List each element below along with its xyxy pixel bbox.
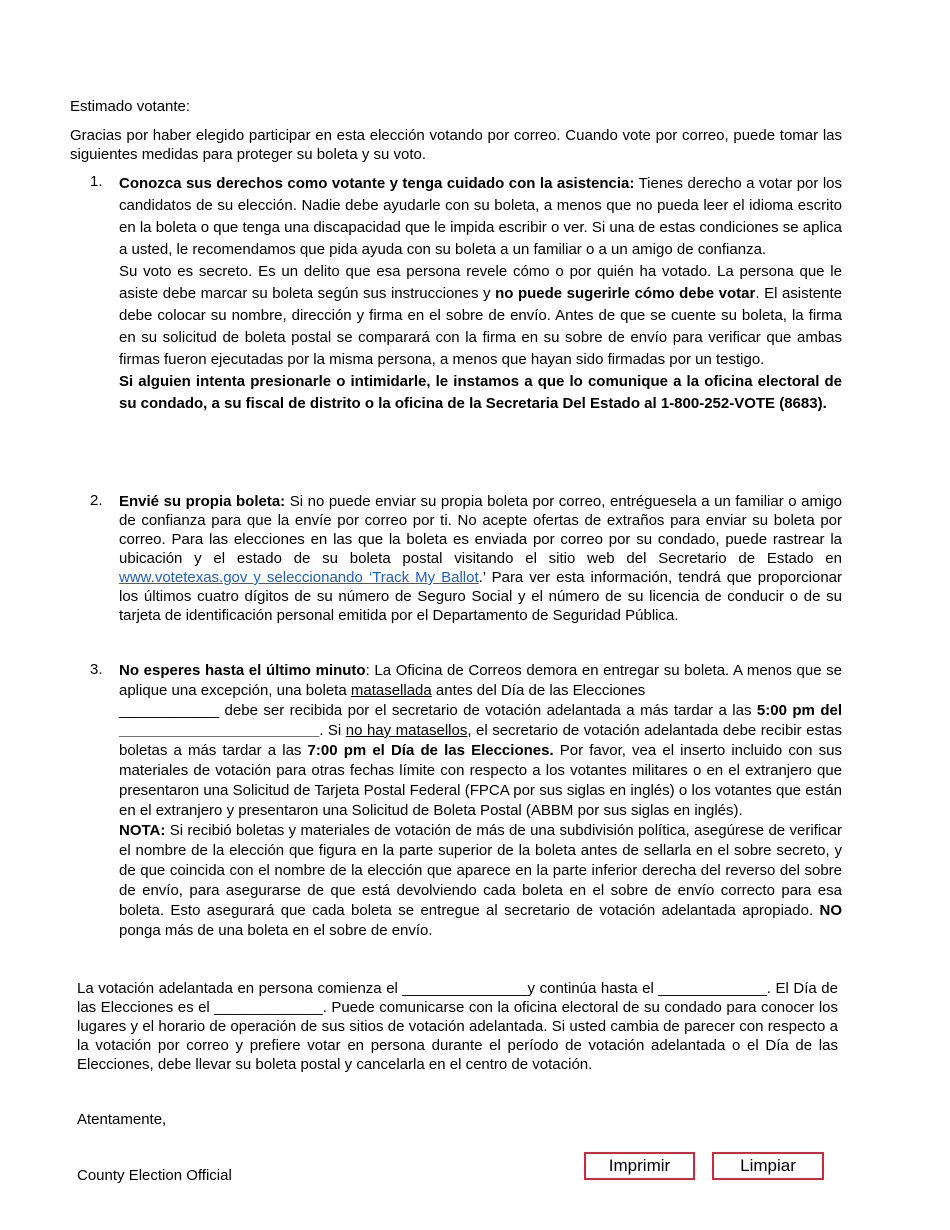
date-blank: ____________: [119, 702, 220, 719]
item-text: Tienes derecho a votar por los candidatos de su elección. Nadie debe ayudarle con su boleta, a menos que no pueda leer el idioma escrito en la boleta o que tenga una discapacidad que le impida escribir o ver. Si una de estas condiciones se aplica a usted, le recomendamos que pida ayuda con su boleta a un familiar o a un amigo de confianza.: [119, 175, 842, 258]
list-item-body: [119, 492, 842, 625]
intro-paragraph: Gracias por haber elegido participar en esta elección votando por correo. Cuando vote por correo, puede tomar las siguientes medidas para proteger su boleta y su voto.: [70, 127, 842, 163]
item-text: , el secretario de votación adelantada debe recibir estas boletas a más tardar a las: [119, 722, 842, 759]
item-text: ponga más de una boleta en el sobre de envío.: [119, 922, 433, 939]
item-emphasis: no puede sugerirle cómo debe votar: [495, 285, 756, 302]
clear-button[interactable]: Limpiar: [712, 1152, 824, 1180]
item-text: .’ Para ver esta información, tendrá que proporcionar los últimos cuatro dígitos de su número de Seguro Social y el número de su licencia de conducir o de su tarjeta de identificación personal emitida por el Departamento de Seguridad Pública.: [119, 569, 842, 624]
nota-label: NOTA:: [119, 822, 166, 839]
print-button[interactable]: Imprimir: [584, 1152, 695, 1180]
item-heading: No esperes hasta el último minuto: [119, 662, 366, 679]
list-item-body: [119, 173, 842, 415]
item-text: antes del Día de las Elecciones: [431, 682, 646, 699]
item-text: : La Oficina de Correos demora en entregar su boleta. A menos que se aplique una excepción, una boleta: [119, 662, 843, 699]
list-number: 2.: [90, 492, 103, 509]
item-heading: Conozca sus derechos como votante y tenga cuidado con la asistencia:: [119, 175, 635, 192]
item-text: . El asistente debe colocar su nombre, dirección y firma en el sobre de envío. Antes de que se cuente su boleta, la firma en su solicitud de boleta postal se comparará con la firma en su sobre de envío para verificar que ambas firmas fueron ejecutadas por la misma persona, a menos que hayan sido firmadas por un testigo.: [119, 285, 842, 368]
greeting: Estimado votante:: [70, 98, 191, 115]
official-signature: County Election Official: [77, 1167, 232, 1184]
list-number: 3.: [90, 661, 103, 678]
item-heading: Envié su propia boleta:: [119, 493, 286, 510]
item-text: Su voto es secreto. Es un delito que esa persona revele cómo o por quién ha votado. La persona que le asiste debe marcar su boleta según sus instrucciones y: [119, 263, 842, 302]
item-text: Por favor, vea el inserto incluido con sus materiales de votación para otras fechas límite con respecto a los votantes militares o en el extranjero que presentaron una Solicitud de Tarjeta Postal Federal (FPCA por sus siglas en inglés) o los votantes que están en el extranjero y presentaron una Solicitud de Boleta Postal (ABBM por sus siglas en inglés).: [119, 742, 842, 819]
list-number: 1.: [90, 173, 103, 190]
closing-paragraph: La votación adelantada en persona comienza el _______________y continúa hasta el _____________. El Día de las Elecciones es el _____________. Puede comunicarse con la oficina electoral de su condado para conocer los lugares y el horario de operación de sus sitios de votación adelantada. Si usted cambia de parecer con respecto a la votación por correo y prefiere votar en persona durante el período de votación adelantada o el Día de las Elecciones, debe llevar su boleta postal y cancelarla en el centro de votación.: [77, 980, 838, 1073]
no-label: NO: [819, 902, 842, 919]
regards: Atentamente,: [77, 1111, 167, 1128]
item-text: . Si: [319, 722, 346, 739]
deadline-bold: 7:00 pm el Día de las Elecciones.: [307, 742, 554, 759]
underlined-term: matasellada: [350, 682, 432, 699]
deadline-bold: 5:00 pm del ________________________: [119, 702, 843, 739]
votetexas-link[interactable]: www.votetexas.gov y seleccionando ‘Track My Ballot: [119, 569, 479, 586]
warning-text: Si alguien intenta presionarle o intimidarle, le instamos a que lo comunique a la oficina electoral de su condado, a su fiscal de distrito o la oficina de la Secretaria Del Estado al 1-800-252-VOTE (8683).: [119, 373, 842, 412]
nota-text: Si recibió boletas y materiales de votación de más de una subdivisión política, asegúrese de verificar el nombre de la elección que figura en la parte superior de la boleta antes de sellarla en el sobre secreto, y de que coincida con el nombre de la elección que aparece en la parte inferior derecha del reverso del sobre de envío, para asegurarse de que está devolviendo cada boleta en el sobre de envío correcto para esa boleta. Esto asegurará que cada boleta se entregue al secretario de votación adelantada apropiado.: [119, 822, 842, 919]
underlined-term: no hay matasellos: [345, 722, 468, 739]
item-text: debe ser recibida por el secretario de votación adelantada a más tardar a las: [219, 702, 757, 719]
list-item-body: [119, 661, 842, 941]
item-text: Si no puede enviar su propia boleta por correo, entréguesela a un familiar o amigo de confianza para que la envíe por correo por ti. No acepte ofertas de extraños para enviar su boleta por correo. Para las elecciones en las que la boleta es enviada por correo por su condado, puede rastrear la ubicación y el estado de su boleta postal visitando el sitio web del Secretario de Estado en: [119, 493, 843, 567]
